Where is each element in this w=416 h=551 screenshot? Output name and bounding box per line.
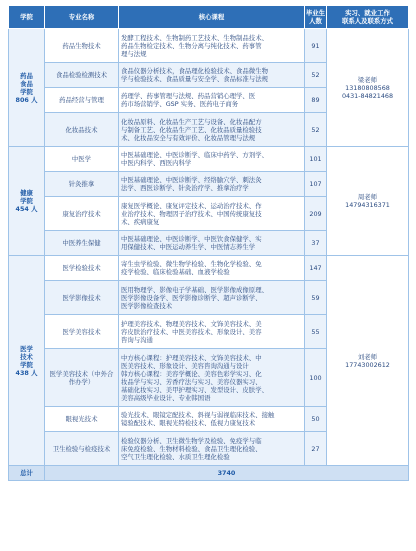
core-courses: 中方核心课程：护理美容技术、文饰美容技术、中 医美容技术、形象设计、美容咨询沟通与设计 韩方核心课程：美容学概论、美容色彩学实习、化 妆品学与实习、芳香疗法与实习、美容仪器实习、 基础化妆实习、美甲护理实习、发型设计、皮肤学、 美容高级毕业设计、专业韩国语	[119, 349, 305, 407]
core-courses: 化妆品原料、化妆品生产工艺与设备、化妆品配方 与制备工艺、化妆品生产工艺、化妆品质量检验技 术、化妆品安全与有效评价、化妆品管理与法规	[119, 113, 305, 147]
college-cell: 医学 技术 学院 438 人	[9, 256, 45, 466]
major-name: 中医学	[45, 147, 119, 172]
major-name: 针灸推拿	[45, 172, 119, 197]
major-name: 食品检验检测技术	[45, 63, 119, 88]
table-row	[9, 147, 409, 172]
core-courses: 验光技术、眼镜定配技术、斜视与弱视临床技术、接触 镜验配技术、眼视光特检技术、低视力康复技术	[119, 407, 305, 432]
header-contact: 实习、就业工作 联系人及联系方式	[327, 6, 409, 29]
header-courses: 核心课程	[119, 6, 305, 29]
college-cell: 药品 食品 学院 806 人	[9, 29, 45, 147]
graduate-count: 59	[305, 281, 327, 315]
graduate-count: 37	[305, 231, 327, 256]
core-courses: 发酵工程技术、生物制药工艺技术、生物制品技术、 药品生物检定技术、生物分离与纯化技术、药事管 理与法规	[119, 29, 305, 63]
table-row	[9, 29, 409, 63]
major-name: 医学美容技术	[45, 315, 119, 349]
contact-cell: 梁老师 13180808568 0431-84821468	[327, 29, 409, 147]
core-courses: 中医基础理论、中医诊断学、中医饮食保健学、实 用保健技术、中医运动养生学、中医情志养生学	[119, 231, 305, 256]
graduate-count: 147	[305, 256, 327, 281]
major-name: 中医养生保健	[45, 231, 119, 256]
graduate-count: 52	[305, 113, 327, 147]
graduate-count: 52	[305, 63, 327, 88]
major-name: 医学美容技术（中外合作办学）	[45, 349, 119, 407]
major-name: 药品经营与管理	[45, 88, 119, 113]
major-name: 化妆品技术	[45, 113, 119, 147]
core-courses: 检验仪器分析、卫生微生物学及检验、免疫学与临 床免疫检验、生物材料检验、食品卫生理化检验、 空气卫生理化检验、水质卫生理化检验	[119, 432, 305, 466]
majors-table	[8, 5, 409, 481]
graduate-count: 101	[305, 147, 327, 172]
major-name: 药品生物技术	[45, 29, 119, 63]
graduate-count: 89	[305, 88, 327, 113]
graduate-count: 27	[305, 432, 327, 466]
header-graduates: 毕业生 人数	[305, 6, 327, 29]
graduate-count: 100	[305, 349, 327, 407]
core-courses: 食品仪器分析技术，食品理化检验技术、食品微生物 学与检验技术、食品质量与安全学、食品标准与法规	[119, 63, 305, 88]
total-value: 3740	[45, 466, 409, 481]
core-courses: 康复医学概论、康复评定技术、运动治疗技术、作 业治疗技术、物理因子治疗技术、中国传统康复技 术、疾病康复	[119, 197, 305, 231]
major-name: 医学影像技术	[45, 281, 119, 315]
enrollment-table-container	[8, 5, 408, 481]
core-courses: 护理美容技术、物理美容技术、文饰美容技术、美 容皮肤治疗技术、中医美容技术、形象设计、美容 咨询与沟通	[119, 315, 305, 349]
graduate-count: 50	[305, 407, 327, 432]
core-courses: 中医基础理论、中医诊断学、经络腧穴学、刺法灸 法学、西医诊断学、针灸治疗学、推拿治疗学	[119, 172, 305, 197]
core-courses: 寄生虫学检验、微生物学检验、生物化学检验、免 疫学检验、临床检验基础、血液学检验	[119, 256, 305, 281]
table-row	[9, 256, 409, 281]
core-courses: 医用物理学、影像电子学基础、医学影像成像原理、 医学影像设备学、医学影像诊断学、超声诊断学、 医学影像检查技术	[119, 281, 305, 315]
graduate-count: 209	[305, 197, 327, 231]
core-courses: 药理学、药事管理与法规、药品营销心理学、医 药市场营销学、GSP 实务、医药电子商务	[119, 88, 305, 113]
header-college: 学院	[9, 6, 45, 29]
college-cell: 健康 学院 454 人	[9, 147, 45, 256]
total-row	[9, 466, 409, 481]
major-name: 医学检验技术	[45, 256, 119, 281]
major-name: 康复治疗技术	[45, 197, 119, 231]
major-name: 卫生检验与检疫技术	[45, 432, 119, 466]
contact-cell: 周老师 14794316371	[327, 147, 409, 256]
graduate-count: 55	[305, 315, 327, 349]
contact-cell: 刘老师 17743002612	[327, 256, 409, 466]
total-label: 总计	[9, 466, 45, 481]
major-name: 眼视光技术	[45, 407, 119, 432]
header-major: 专业名称	[45, 6, 119, 29]
core-courses: 中医基础理论、中医诊断学、临床中药学、方剂学、 中医内科学、西医内科学	[119, 147, 305, 172]
graduate-count: 91	[305, 29, 327, 63]
header-row	[9, 6, 409, 29]
graduate-count: 107	[305, 172, 327, 197]
